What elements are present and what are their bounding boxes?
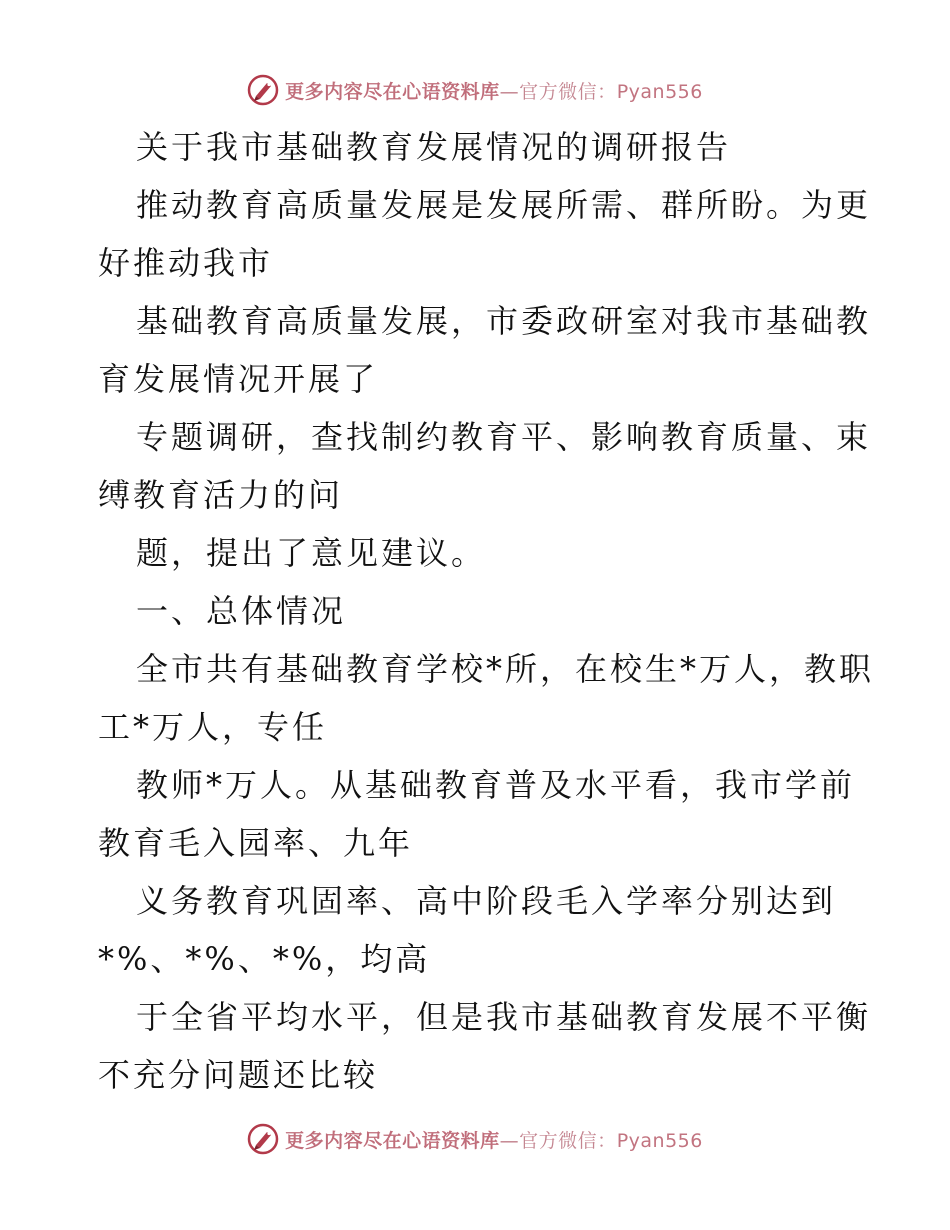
paragraph-line: *%、*%、*%，均高 — [98, 940, 431, 978]
watermark-wechat-label: 官方微信： — [519, 80, 617, 103]
paragraph-line: 专题调研，查找制约教育平、影响教育质量、束 — [136, 418, 872, 456]
watermark-separator: — — [499, 1129, 520, 1152]
paragraph-line: 全市共有基础教育学校*所，在校生*万人，教职 — [136, 650, 875, 688]
watermark-wechat-id: Pyan556 — [616, 80, 703, 103]
watermark-main-text: 更多内容尽在心语资料库 — [285, 1129, 500, 1152]
watermark-separator: — — [499, 80, 520, 103]
paragraph-line: 缚教育活力的问 — [98, 476, 344, 514]
footer-watermark — [0, 1121, 950, 1157]
document-title: 关于我市基础教育发展情况的调研报告 — [136, 128, 732, 166]
watermark-main-text: 更多内容尽在心语资料库 — [285, 80, 500, 103]
paragraph-line: 好推动我市 — [98, 244, 274, 282]
paragraph-line: 于全省平均水平，但是我市基础教育发展不平衡 — [136, 998, 872, 1036]
pen-seal-logo-icon — [247, 1123, 279, 1155]
paragraph-line: 育发展情况开展了 — [98, 360, 379, 398]
paragraph-line: 义务教育巩固率、高中阶段毛入学率分别达到 — [136, 882, 837, 920]
header-watermark — [0, 72, 950, 108]
paragraph-line: 不充分问题还比较 — [98, 1056, 379, 1094]
watermark-wechat-label: 官方微信： — [519, 1129, 617, 1152]
pen-seal-logo-icon — [247, 74, 279, 106]
watermark-wechat-id: Pyan556 — [616, 1129, 703, 1152]
paragraph-line: 题，提出了意见建议。 — [136, 534, 487, 572]
paragraph-line: 工*万人，专任 — [98, 708, 328, 746]
paragraph-line: 教师*万人。从基础教育普及水平看，我市学前 — [136, 766, 856, 804]
section-heading: 一、总体情况 — [136, 592, 347, 630]
paragraph-line: 推动教育高质量发展是发展所需、群所盼。为更 — [136, 186, 872, 224]
paragraph-line: 基础教育高质量发展，市委政研室对我市基础教 — [136, 302, 872, 340]
paragraph-line: 教育毛入园率、九年 — [98, 824, 414, 862]
